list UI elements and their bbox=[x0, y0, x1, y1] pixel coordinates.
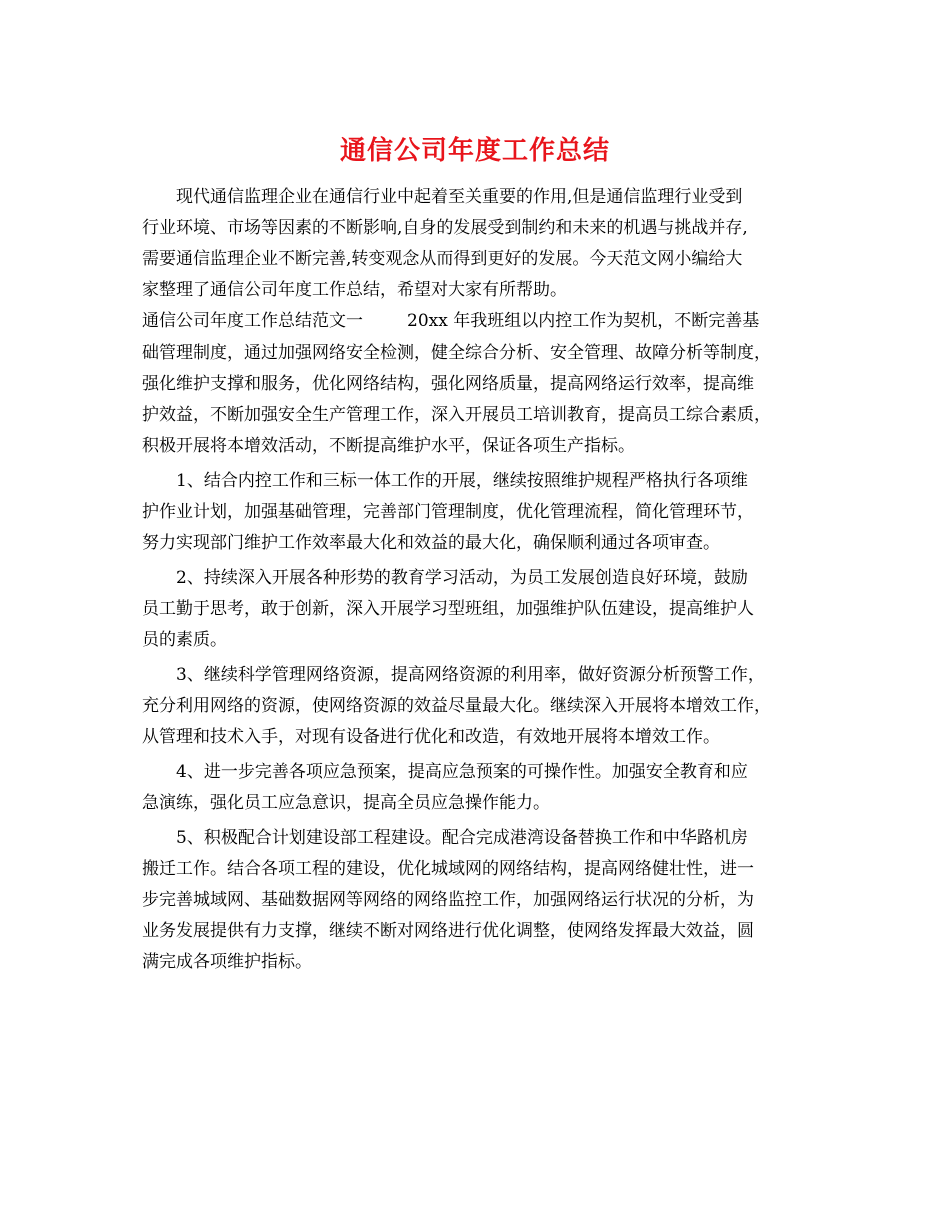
paragraph-line: 急演练，强化员工应急意识，提高全员应急操作能力。 bbox=[142, 793, 550, 813]
paragraph-line: 员的素质。 bbox=[142, 630, 227, 650]
paragraph-line: 行业环境、市场等因素的不断影响,自身的发展受到制约和未来的机遇与挑战并存, bbox=[142, 218, 748, 238]
paragraph-line: 护作业计划，加强基础管理，完善部门管理制度，优化管理流程，简化管理环节， bbox=[142, 502, 754, 522]
paragraph-line: 需要通信监理企业不断完善,转变观念从而得到更好的发展。今天范文网小编给大 bbox=[142, 249, 743, 269]
paragraph-line: 础管理制度，通过加强网络安全检测，健全综合分析、安全管理、故障分析等制度， bbox=[142, 343, 771, 363]
paragraph-line: 护效益，不断加强安全生产管理工作，深入开展员工培训教育，提高员工综合素质， bbox=[142, 405, 771, 425]
paragraph-line: 努力实现部门维护工作效率最大化和效益的最大化，确保顺利通过各项审查。 bbox=[142, 533, 720, 553]
paragraph-line: 3、继续科学管理网络资源，提高网络资源的利用率，做好资源分析预警工作， bbox=[176, 665, 765, 685]
paragraph-line: 步完善城域网、基础数据网等网络的网络监控工作，加强网络运行状况的分析，为 bbox=[142, 890, 754, 910]
paragraph-line: 1、结合内控工作和三标一体工作的开展，继续按照维护规程严格执行各项维 bbox=[176, 471, 748, 491]
section-line bbox=[142, 306, 832, 336]
paragraph-line: 4、进一步完善各项应急预案，提高应急预案的可操作性。加强安全教育和应 bbox=[176, 762, 748, 782]
paragraph-line: 强化维护支撑和服务，优化网络结构，强化网络质量，提高网络运行效率，提高维 bbox=[142, 374, 754, 394]
paragraph-line: 搬迁工作。结合各项工程的建设，优化城域网的网络结构，提高网络健壮性，进一 bbox=[142, 859, 754, 879]
document-title: 通信公司年度工作总结 bbox=[339, 136, 610, 166]
section-heading: 通信公司年度工作总结范文一 bbox=[142, 311, 363, 331]
paragraph-line: 充分利用网络的资源，使网络资源的效益尽量最大化。继续深入开展将本增效工作， bbox=[142, 696, 771, 716]
paragraph-line: 满完成各项维护指标。 bbox=[142, 952, 312, 972]
paragraph-line: 从管理和技术入手，对现有设备进行优化和改造，有效地开展将本增效工作。 bbox=[142, 727, 720, 747]
paragraph-line: 家整理了通信公司年度工作总结，希望对大家有所帮助。 bbox=[142, 280, 567, 300]
paragraph-line: 2、持续深入开展各种形势的教育学习活动，为员工发展创造良好环境，鼓励 bbox=[176, 568, 748, 588]
paragraph-line: 5、积极配合计划建设部工程建设。配合完成港湾设备替换工作和中华路机房 bbox=[176, 828, 748, 848]
paragraph-line: 业务发展提供有力支撑，继续不断对网络进行优化调整，使网络发挥最大效益，圆 bbox=[142, 921, 754, 941]
paragraph-text: 20xx 年我班组以内控工作为契机，不断完善基 bbox=[407, 311, 760, 331]
paragraph-line: 积极开展将本增效活动，不断提高维护水平，保证各项生产指标。 bbox=[142, 436, 635, 456]
paragraph-line: 现代通信监理企业在通信行业中起着至关重要的作用,但是通信监理行业受到 bbox=[176, 187, 743, 207]
paragraph-line: 员工勤于思考，敢于创新，深入开展学习型班组，加强维护队伍建设，提高维护人 bbox=[142, 599, 754, 619]
